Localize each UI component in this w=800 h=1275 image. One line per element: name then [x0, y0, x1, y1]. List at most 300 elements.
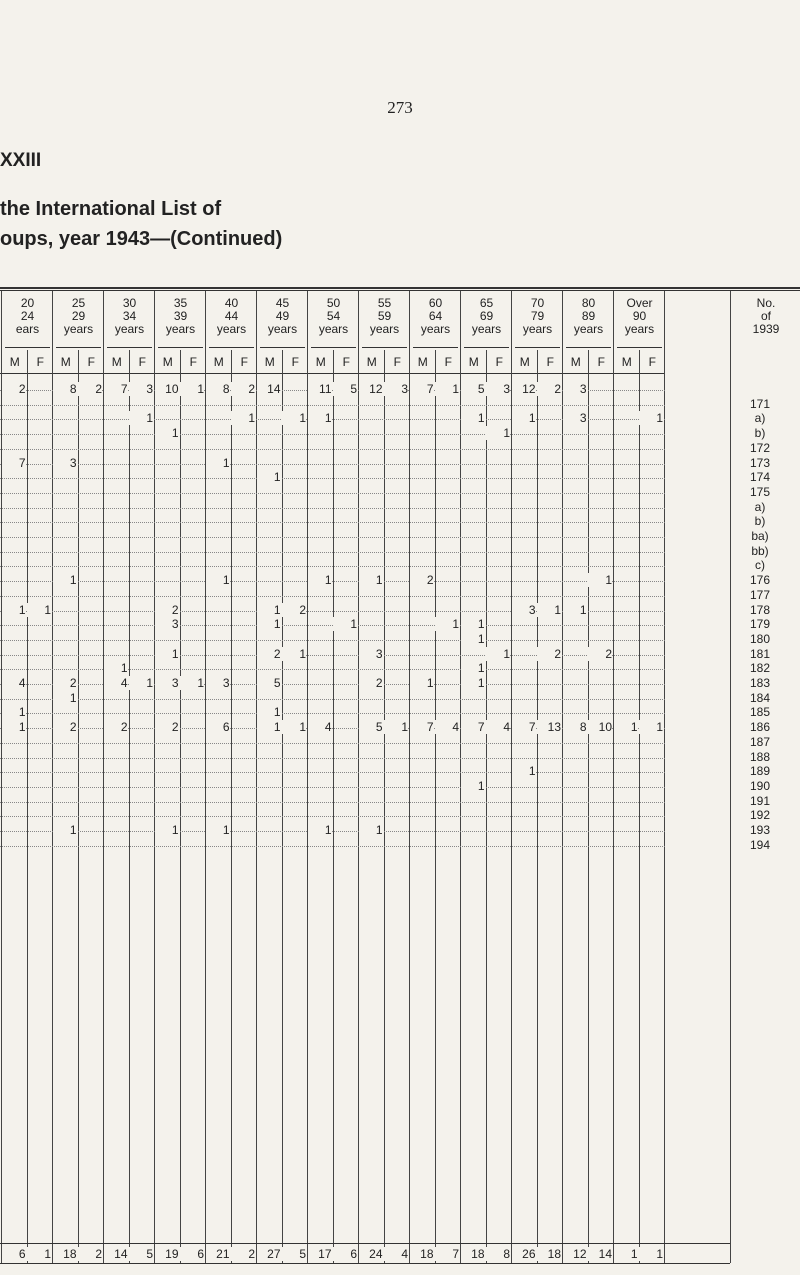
- age-group-to: 90: [632, 309, 647, 323]
- total-cell: 18: [537, 1247, 561, 1261]
- table-row: [0, 544, 800, 558]
- table-cell: 1: [614, 720, 638, 734]
- table-cell: 1: [180, 676, 204, 690]
- male-column-label: M: [111, 355, 122, 369]
- table-row: [0, 691, 800, 705]
- row-number: 182: [749, 661, 771, 676]
- row-number: a): [754, 499, 766, 514]
- table-row: [0, 647, 800, 661]
- total-cell: 1: [639, 1247, 663, 1261]
- age-group-from: 80: [581, 296, 596, 310]
- table-cell: 5: [461, 382, 485, 396]
- table-cell: 1: [563, 603, 587, 617]
- table-cell: 1: [282, 411, 306, 425]
- total-cell: 26: [512, 1247, 536, 1261]
- row-leader-dots: [0, 743, 665, 744]
- age-group-underline: [362, 347, 407, 348]
- table-row: [0, 661, 800, 675]
- row-number: 172: [749, 440, 771, 455]
- table-row: [0, 823, 800, 837]
- table-cell: 1: [53, 691, 77, 705]
- male-column-label: M: [468, 355, 479, 369]
- table-cell: 1: [155, 647, 179, 661]
- male-column-label: M: [213, 355, 224, 369]
- table-cell: 3: [53, 456, 77, 470]
- table-cell: 3: [129, 382, 153, 396]
- age-group-underline: [5, 347, 50, 348]
- row-leader-dots: [0, 772, 665, 773]
- table-cell: 2: [78, 382, 102, 396]
- age-group-header: [257, 297, 308, 336]
- table-cell: 1: [308, 411, 332, 425]
- row-leader-dots: [0, 405, 665, 406]
- table-cell: 1: [333, 617, 357, 631]
- table-cell: 2: [537, 382, 561, 396]
- row-number: 185: [749, 705, 771, 720]
- table-cell: 2: [257, 647, 281, 661]
- total-cell: 5: [129, 1247, 153, 1261]
- table-cell: 2: [53, 720, 77, 734]
- female-column-label: F: [597, 355, 605, 369]
- total-cell: 6: [180, 1247, 204, 1261]
- total-cell: 14: [104, 1247, 128, 1261]
- total-cell: 4: [384, 1247, 408, 1261]
- row-leader-dots: [0, 713, 665, 714]
- row-leader-dots: [0, 581, 665, 582]
- total-cell: 21: [206, 1247, 230, 1261]
- total-cell: 12: [563, 1247, 587, 1261]
- table-row: [0, 794, 800, 808]
- age-group-unit: years: [420, 322, 451, 336]
- table-cell: 3: [359, 647, 383, 661]
- table-cell: 2: [155, 720, 179, 734]
- table-cell: 1: [257, 720, 281, 734]
- female-column-label: F: [138, 355, 146, 369]
- row-number: 186: [749, 720, 771, 735]
- table-cell: 1: [308, 823, 332, 837]
- table-cell: 1: [461, 676, 485, 690]
- table-cell: 3: [512, 603, 536, 617]
- table-cell: 1: [2, 705, 26, 719]
- row-number: 180: [749, 631, 771, 646]
- table-top-rule: [0, 287, 800, 289]
- total-cell: 27: [257, 1247, 281, 1261]
- total-cell: 18: [461, 1247, 485, 1261]
- age-group-underline: [107, 347, 152, 348]
- table-cell: 4: [486, 720, 510, 734]
- row-number: 192: [749, 808, 771, 823]
- table-row: [0, 411, 800, 425]
- table-cell: 5: [333, 382, 357, 396]
- row-number: 175: [749, 484, 771, 499]
- total-cell: 18: [53, 1247, 77, 1261]
- age-group-header: [410, 297, 461, 336]
- table-top-rule-inner: [0, 290, 800, 291]
- row-number: 194: [749, 837, 771, 852]
- table-cell: 3: [206, 676, 230, 690]
- age-group-header: [359, 297, 410, 336]
- age-group-header: [614, 297, 665, 336]
- table-cell: 11: [308, 382, 332, 396]
- table-cell: 1: [512, 764, 536, 778]
- male-column-label: M: [9, 355, 20, 369]
- age-group-from: 40: [224, 296, 239, 310]
- age-group-to: 49: [275, 309, 290, 323]
- age-group-header: [308, 297, 359, 336]
- table-cell: 1: [53, 573, 77, 587]
- table-row: [0, 529, 800, 543]
- age-group-unit: years: [471, 322, 502, 336]
- row-number: 177: [749, 587, 771, 602]
- age-group-underline: [413, 347, 458, 348]
- table-cell: 1: [461, 779, 485, 793]
- table-subtitle-line1: the International List of: [0, 198, 222, 220]
- age-group-to: 64: [428, 309, 443, 323]
- table-row: [0, 603, 800, 617]
- age-group-underline: [260, 347, 305, 348]
- age-group-from: 25: [71, 296, 86, 310]
- row-number: 181: [749, 646, 771, 661]
- age-group-from: Over: [626, 296, 653, 310]
- row-leader-dots: [0, 493, 665, 494]
- male-column-label: M: [366, 355, 377, 369]
- age-group-underline: [209, 347, 254, 348]
- no-header-line1: No.: [756, 296, 776, 310]
- age-group-underline: [311, 347, 356, 348]
- age-group-from: 30: [122, 296, 137, 310]
- table-cell: 3: [155, 617, 179, 631]
- total-cell: 2: [231, 1247, 255, 1261]
- table-row: [0, 838, 800, 852]
- row-number: 171: [749, 396, 771, 411]
- age-group-to: 69: [479, 309, 494, 323]
- table-cell: 12: [359, 382, 383, 396]
- age-group-unit: years: [216, 322, 247, 336]
- table-row: [0, 485, 800, 499]
- no-header-line3: 1939: [752, 322, 780, 336]
- age-group-to: 24: [20, 309, 35, 323]
- table-cell: 1: [461, 632, 485, 646]
- table-cell: 8: [206, 382, 230, 396]
- row-leader-dots: [0, 478, 665, 479]
- total-cell: 1: [614, 1247, 638, 1261]
- age-group-to: 29: [71, 309, 86, 323]
- table-cell: 5: [257, 676, 281, 690]
- row-leader-dots: [0, 596, 665, 597]
- row-leader-dots: [0, 537, 665, 538]
- female-column-label: F: [291, 355, 299, 369]
- age-group-header: [461, 297, 512, 336]
- total-cell: 8: [486, 1247, 510, 1261]
- row-leader-dots: [0, 669, 665, 670]
- table-cell: 2: [410, 573, 434, 587]
- table-cell: 13: [537, 720, 561, 734]
- row-leader-dots: [0, 508, 665, 509]
- table-cell: 1: [231, 411, 255, 425]
- table-row: [0, 705, 800, 719]
- total-cell: 24: [359, 1247, 383, 1261]
- age-group-to: 44: [224, 309, 239, 323]
- age-group-from: 45: [275, 296, 290, 310]
- table-cell: 1: [308, 573, 332, 587]
- female-column-label: F: [342, 355, 350, 369]
- age-group-to: 79: [530, 309, 545, 323]
- row-number: b): [754, 426, 766, 441]
- table-cell: 7: [104, 382, 128, 396]
- row-number: 189: [749, 764, 771, 779]
- row-leader-dots: [0, 846, 665, 847]
- female-column-label: F: [189, 355, 197, 369]
- table-subtitle-line2: oups, year 1943—(Continued): [0, 228, 283, 250]
- table-cell: 1: [2, 603, 26, 617]
- total-cell: 6: [2, 1247, 26, 1261]
- table-cell: 1: [155, 426, 179, 440]
- female-column-label: F: [495, 355, 503, 369]
- total-cell: 6: [333, 1247, 357, 1261]
- table-cell: 1: [27, 603, 51, 617]
- row-number: 176: [749, 573, 771, 588]
- age-group-header: [563, 297, 614, 336]
- table-row: [0, 617, 800, 631]
- totals-top-rule: [0, 1243, 730, 1244]
- total-cell: 17: [308, 1247, 332, 1261]
- age-group-from: 70: [530, 296, 545, 310]
- total-cell: 5: [282, 1247, 306, 1261]
- row-leader-dots: [0, 831, 665, 832]
- table-cell: 2: [537, 647, 561, 661]
- table-cell: 1: [282, 720, 306, 734]
- table-cell: 4: [104, 676, 128, 690]
- total-cell: 14: [588, 1247, 612, 1261]
- age-group-unit: ears: [15, 322, 40, 336]
- age-group-underline: [158, 347, 203, 348]
- table-cell: 1: [461, 411, 485, 425]
- row-number: ba): [751, 529, 769, 543]
- table-row: [0, 558, 800, 572]
- table-row: [0, 441, 800, 455]
- male-column-label: M: [621, 355, 632, 369]
- table-cell: 8: [563, 720, 587, 734]
- table-cell: 4: [308, 720, 332, 734]
- table-cell: 1: [639, 411, 663, 425]
- table-cell: 2: [155, 603, 179, 617]
- table-cell: 1: [257, 603, 281, 617]
- male-column-label: M: [570, 355, 581, 369]
- table-cell: 1: [435, 382, 459, 396]
- table-cell: 1: [206, 573, 230, 587]
- table-cell: 4: [435, 720, 459, 734]
- age-group-from: 20: [20, 296, 35, 310]
- female-column-label: F: [444, 355, 452, 369]
- table-cell: 3: [384, 382, 408, 396]
- table-cell: 1: [588, 573, 612, 587]
- table-cell: 1: [537, 603, 561, 617]
- table-cell: 1: [206, 823, 230, 837]
- table-cell: 1: [461, 617, 485, 631]
- no-header-line2: of: [760, 309, 771, 323]
- age-group-underline: [56, 347, 101, 348]
- table-cell: 14: [257, 382, 281, 396]
- table-cell: 7: [461, 720, 485, 734]
- table-cell: 1: [2, 720, 26, 734]
- row-leader-dots: [0, 464, 665, 465]
- table-cell: 2: [2, 382, 26, 396]
- table-cell: 2: [104, 720, 128, 734]
- table-cell: 1: [180, 382, 204, 396]
- row-number: 193: [749, 823, 771, 837]
- row-number: 173: [749, 455, 771, 470]
- table-row: [0, 500, 800, 514]
- table-cell: 3: [155, 676, 179, 690]
- table-cell: 1: [129, 411, 153, 425]
- age-group-to: 34: [122, 309, 137, 323]
- table-cell: 1: [155, 823, 179, 837]
- age-group-to: 39: [173, 309, 188, 323]
- table-cell: 2: [588, 647, 612, 661]
- table-cell: 1: [359, 823, 383, 837]
- age-group-header: [104, 297, 155, 336]
- table-cell: 1: [104, 661, 128, 675]
- row-leader-dots: [0, 566, 665, 567]
- male-column-label: M: [315, 355, 326, 369]
- age-group-from: 50: [326, 296, 341, 310]
- table-cell: 2: [53, 676, 77, 690]
- table-cell: 7: [2, 456, 26, 470]
- table-cell: 1: [512, 411, 536, 425]
- no-column-header: [732, 297, 800, 336]
- total-cell: 1: [27, 1247, 51, 1261]
- age-group-to: 59: [377, 309, 392, 323]
- age-group-underline: [464, 347, 509, 348]
- table-row: [0, 808, 800, 822]
- age-group-unit: years: [114, 322, 145, 336]
- table-cell: 8: [53, 382, 77, 396]
- age-group-unit: years: [63, 322, 94, 336]
- row-leader-dots: [0, 655, 665, 656]
- age-group-underline: [515, 347, 560, 348]
- female-column-label: F: [87, 355, 95, 369]
- row-number: 178: [749, 602, 771, 617]
- table-cell: 3: [563, 411, 587, 425]
- table-row: [0, 588, 800, 602]
- row-number: bb): [751, 543, 769, 558]
- row-number: 183: [749, 676, 771, 690]
- age-group-unit: years: [573, 322, 604, 336]
- age-group-unit: years: [522, 322, 553, 336]
- table-cell: 1: [53, 823, 77, 837]
- table-row: [0, 779, 800, 793]
- age-group-from: 55: [377, 296, 392, 310]
- age-group-unit: years: [165, 322, 196, 336]
- age-group-unit: years: [318, 322, 349, 336]
- table-row: [0, 456, 800, 470]
- totals-row: [0, 1247, 800, 1263]
- table-cell: 1: [206, 456, 230, 470]
- age-group-from: 60: [428, 296, 443, 310]
- table-cell: 12: [512, 382, 536, 396]
- age-group-header: [53, 297, 104, 336]
- table-cell: 1: [486, 647, 510, 661]
- row-number: 187: [749, 734, 771, 749]
- table-row: [0, 764, 800, 778]
- table-row: [0, 735, 800, 749]
- row-number: a): [754, 411, 766, 426]
- age-group-unit: years: [267, 322, 298, 336]
- row-number: 179: [749, 617, 771, 632]
- male-column-label: M: [264, 355, 275, 369]
- table-row: [0, 573, 800, 587]
- age-group-unit: years: [624, 322, 655, 336]
- row-leader-dots: [0, 787, 665, 788]
- age-group-underline: [566, 347, 611, 348]
- table-cell: 7: [410, 382, 434, 396]
- row-leader-dots: [0, 522, 665, 523]
- total-cell: 7: [435, 1247, 459, 1261]
- section-title: XXIII: [0, 150, 42, 171]
- table-cell: 10: [155, 382, 179, 396]
- table-cell: 1: [257, 705, 281, 719]
- table-cell: 7: [512, 720, 536, 734]
- table-row: [0, 750, 800, 764]
- age-group-header: [2, 297, 53, 336]
- row-leader-dots: [0, 434, 665, 435]
- age-group-to: 89: [581, 309, 596, 323]
- total-cell: 2: [78, 1247, 102, 1261]
- table-cell: 1: [461, 661, 485, 675]
- table-cell: 1: [257, 470, 281, 484]
- table-cell: 2: [359, 676, 383, 690]
- table-cell: 1: [435, 617, 459, 631]
- table-cell: 2: [231, 382, 255, 396]
- age-group-unit: years: [369, 322, 400, 336]
- age-group-header: [512, 297, 563, 336]
- table-cell: 1: [282, 647, 306, 661]
- page-number: 273: [387, 98, 413, 117]
- table-cell: 2: [282, 603, 306, 617]
- table-cell: 10: [588, 720, 612, 734]
- age-group-from: 65: [479, 296, 494, 310]
- table-cell: 1: [257, 617, 281, 631]
- table-row: [0, 676, 800, 690]
- female-column-label: F: [393, 355, 401, 369]
- table-cell: 1: [359, 573, 383, 587]
- table-row: [0, 470, 800, 484]
- table-row: [0, 382, 800, 396]
- female-column-label: F: [648, 355, 656, 369]
- table-row: [0, 632, 800, 646]
- male-column-label: M: [417, 355, 428, 369]
- table-row: [0, 720, 800, 734]
- table-cell: 1: [410, 676, 434, 690]
- table-cell: 1: [384, 720, 408, 734]
- row-leader-dots: [0, 816, 665, 817]
- row-number: 184: [749, 690, 771, 705]
- row-number: 174: [749, 470, 771, 485]
- row-leader-dots: [0, 449, 665, 450]
- row-number: 191: [749, 793, 771, 808]
- age-group-header: [206, 297, 257, 336]
- age-group-underline: [617, 347, 662, 348]
- table-bottom-rule: [0, 1263, 730, 1264]
- female-column-label: F: [36, 355, 44, 369]
- table-row: [0, 426, 800, 440]
- row-leader-dots: [0, 758, 665, 759]
- age-group-from: 35: [173, 296, 188, 310]
- table-cell: 1: [486, 426, 510, 440]
- row-number: c): [755, 558, 765, 573]
- table-row: [0, 514, 800, 528]
- male-column-label: M: [60, 355, 71, 369]
